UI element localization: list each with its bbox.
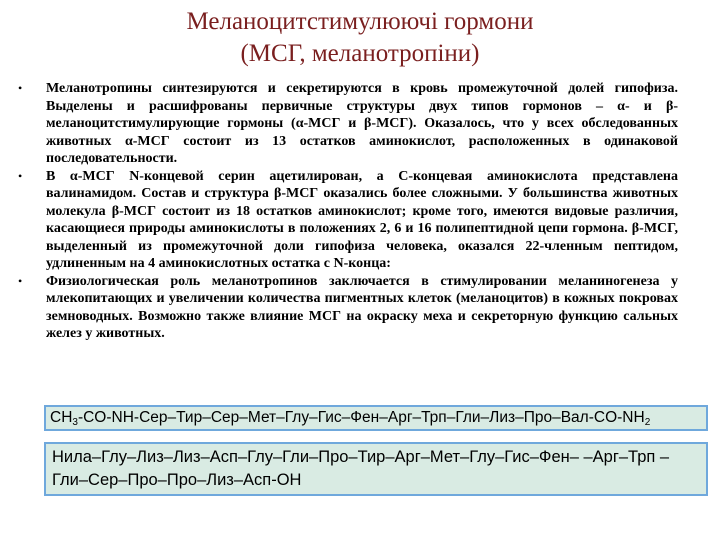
title-line-1: Меланоцитстимулюючі гормони (186, 8, 534, 35)
sequence1-sub1: 3 (72, 417, 78, 428)
sequence2-text: Нила–Глу–Лиз–Лиз–Асп–Глу–Гли–Про–Тир–Арг–Мет–Глу–Гис–Фен– –Арг–Трп –Гли–Сер–Про–Про–Лиз–Асп-ОН (52, 448, 670, 489)
bullet-marker: • (18, 168, 23, 183)
bullet-list (16, 80, 678, 343)
alpha-msh-sequence-box (44, 405, 708, 431)
bullet-item (16, 80, 678, 168)
slide-title (0, 6, 720, 70)
bullet-marker: • (18, 273, 23, 288)
sequence1-middle: -CO-NH-Сер–Тир–Сер–Мет–Глу–Гис–Фен–Арг–Трп–Гли–Лиз–Про–Вал-CO-NH (77, 409, 645, 426)
bullet-item (16, 273, 678, 343)
human-beta-msh-sequence-box (44, 442, 708, 496)
bullet-marker: • (18, 81, 23, 95)
title-line-2: (МСГ, меланотропіни) (240, 40, 480, 67)
sequence1-prefix: CH (50, 409, 73, 426)
sequence1-sub2: 2 (644, 417, 651, 428)
bullet-text: В α-МСГ N-концевой серин ацетилирован, а С-концевая аминокислота представлена валинамидом. Состав и структура β-МСГ оказались более сложными. У большинства животных молекула β-МСГ состоит из 18 остатков аминокислот; кроме того, имеются видовые различия, касающиеся природы аминокислоты в положениях 2, 6 и 16 полипептидной цепи гормона. β-МСГ, выделенный из промежуточной доли гипофиза человека, оказался 22-членным пептидом, удлиненным на 4 аминокислотных остатка с N-конца: (46, 168, 678, 271)
bullet-item (16, 168, 678, 273)
bullet-text: Физиологическая роль меланотропинов заключается в стимулировании меланиногенеза у млекопитающих и увеличении количества пигментных клеток (меланоцитов) в кожных покровах земноводных. Возможно также влияние МСГ на окраску меха и секреторную функцию сальных желез у животных. (46, 273, 678, 341)
bullet-text: Меланотропины синтезируются и секретируются в кровь промежуточной долей гипофиза. Выделены и расшифрованы первичные структуры двух типов гормонов – α- и β-меланоцитстимулирующие гормоны (α-МСГ и β-МСГ). Оказалось, что у всех обследованных животных α-МСГ состоит из 13 остатков аминокислот, расположенных в одинаковой последовательности. (46, 81, 678, 166)
